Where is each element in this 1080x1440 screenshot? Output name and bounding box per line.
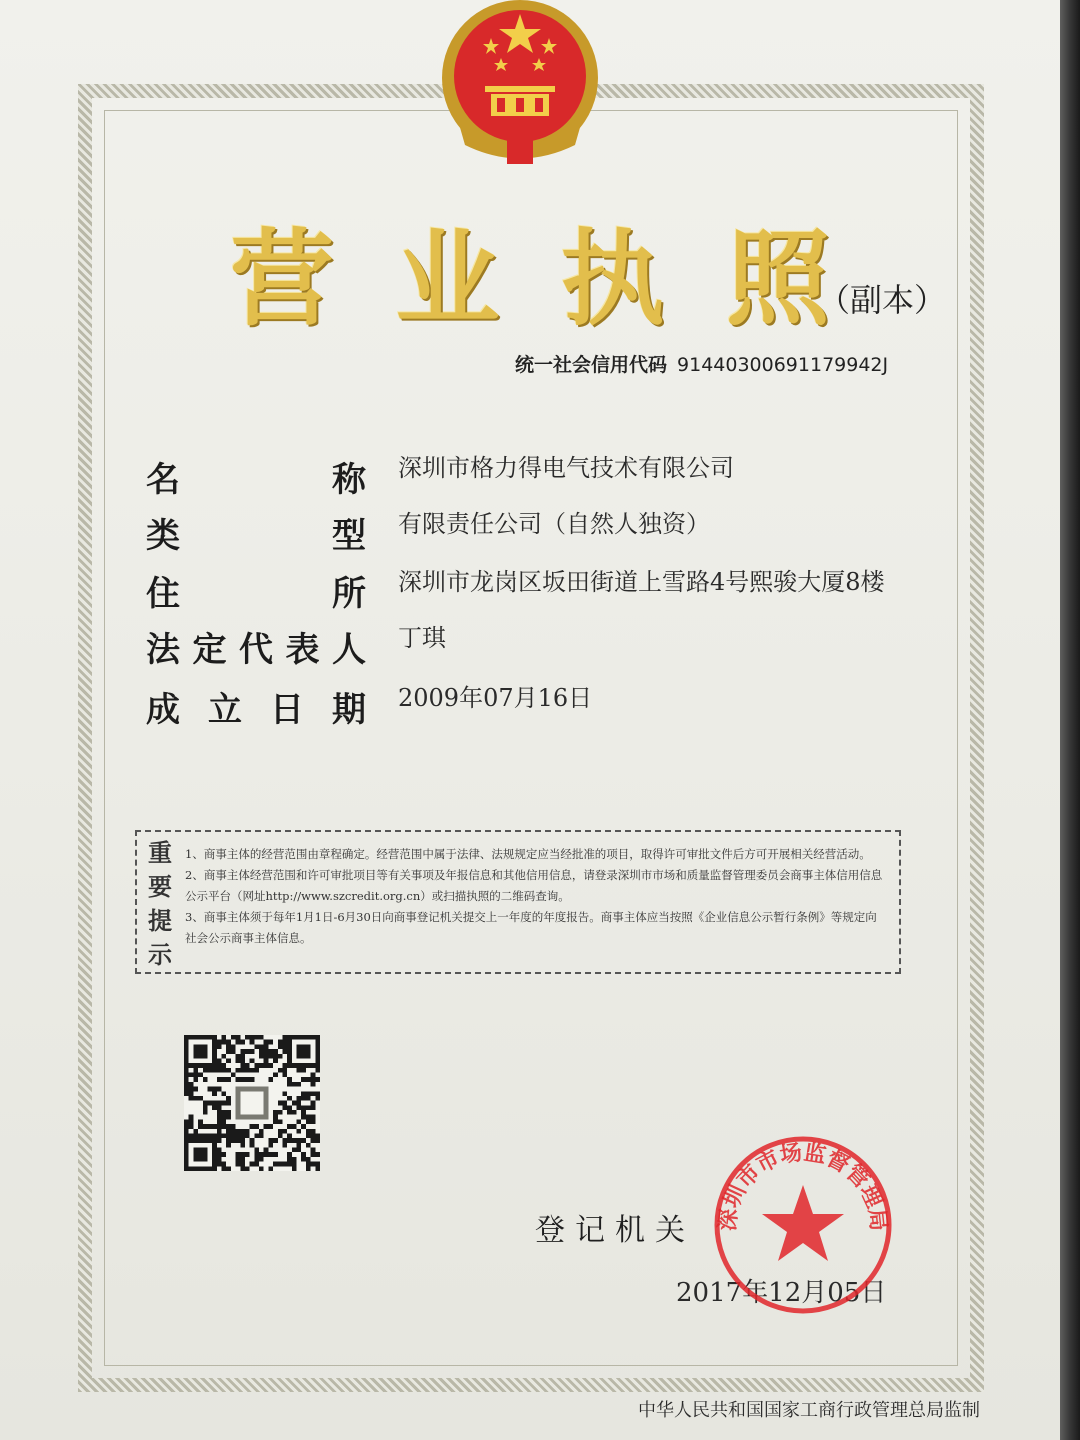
notice-item: 2、商事主体经营范围和许可审批项目等有关事项及年报信息和其他信用信息，请登录深圳市市场和质量监督管理委员会商事主体信用信息公示平台（网址http://www.szcredit.org.cn）或扫描执照的二维码查询。 xyxy=(185,868,883,903)
field-label-char: 代 xyxy=(239,630,273,670)
license-subtitle: （副本） xyxy=(818,281,947,319)
field-label xyxy=(146,622,366,671)
field-label xyxy=(146,566,366,615)
field-label-char: 所 xyxy=(332,574,366,614)
field-label-char: 人 xyxy=(332,630,366,670)
field-label-char: 日 xyxy=(270,690,304,730)
official-seal-icon xyxy=(708,1130,898,1320)
field-label-char: 表 xyxy=(285,630,320,670)
field-label-char: 成 xyxy=(146,690,180,730)
field-label-char: 住 xyxy=(146,574,180,614)
issue-date: 2017年12月05日 xyxy=(676,1278,887,1308)
field-label xyxy=(146,682,366,731)
title-char: 执 xyxy=(560,218,665,340)
license-title xyxy=(230,195,830,345)
registration-authority-label: 登记机关 xyxy=(535,1213,695,1248)
supervision-footer: 中华人民共和国国家工商行政管理总局监制 xyxy=(638,1400,980,1421)
notice-item: 1、商事主体的经营范围由章程确定。经营范围中属于法律、法规规定应当经批准的项目，取得许可审批文件后方可开展相关经营活动。 xyxy=(185,847,871,861)
national-emblem-icon xyxy=(425,0,615,165)
field-value: 丁琪 xyxy=(398,624,446,652)
field-value: 有限责任公司（自然人独资） xyxy=(398,510,710,538)
title-char: 业 xyxy=(395,218,500,340)
field-value: 深圳市格力得电气技术有限公司 xyxy=(398,454,734,482)
field-label-char: 型 xyxy=(332,516,366,556)
credit-code-row xyxy=(515,350,888,377)
important-notice xyxy=(135,830,901,974)
field-label xyxy=(146,508,366,557)
field-label xyxy=(146,452,366,501)
credit-code-value: 91440300691179942J xyxy=(677,354,889,376)
field-label-char: 名 xyxy=(146,460,180,500)
notice-items xyxy=(185,844,885,949)
field-value: 深圳市龙岗区坂田街道上雪路4号熙骏大厦8楼 xyxy=(398,568,885,596)
notice-item: 3、商事主体须于每年1月1日-6月30日向商事登记机关提交上一年度的年度报告。商事主体应当按照《企业信息公示暂行条例》等规定向社会公示商事主体信息。 xyxy=(185,910,877,945)
qr-code-icon[interactable] xyxy=(184,1033,320,1173)
field-label-char: 类 xyxy=(146,516,180,556)
field-label-char: 法 xyxy=(146,630,180,670)
title-char: 营 xyxy=(230,218,335,340)
seal-text: 深圳市市场监督管理局 xyxy=(715,1140,891,1233)
field-label-char: 期 xyxy=(332,690,366,730)
credit-code-label: 统一社会信用代码 xyxy=(515,354,668,376)
field-value: 2009年07月16日 xyxy=(398,684,593,712)
title-char: 照 xyxy=(725,218,830,340)
notice-heading: 重要提示 xyxy=(148,838,172,969)
field-label-char: 定 xyxy=(192,630,227,670)
field-label-char: 立 xyxy=(208,690,242,730)
field-label-char: 称 xyxy=(332,460,366,500)
